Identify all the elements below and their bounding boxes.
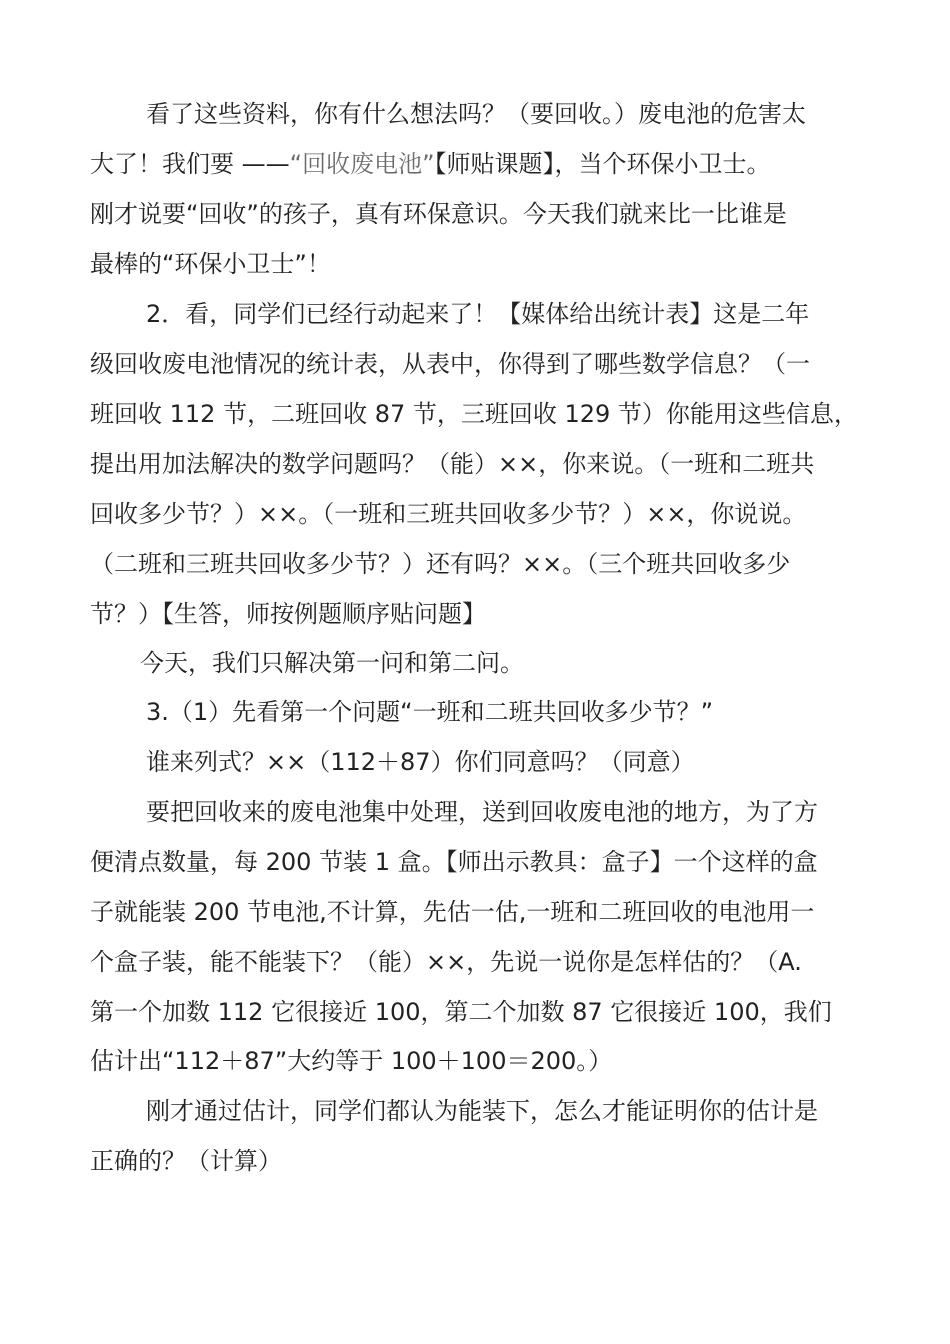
line-text: （二班和三班共回收多少节？）还有吗？××。（三个班共回收多少 (90, 550, 791, 578)
line-text: 刚才说要“回收”的孩子，真有环保意识。今天我们就来比一比谁是 (90, 200, 787, 228)
paragraph-line (140, 645, 524, 681)
paragraph-line (146, 96, 806, 132)
paragraph-line (90, 994, 832, 1030)
paragraph-line (90, 944, 802, 980)
line-text: 谁来列式？××（112＋87）你们同意吗？（同意） (146, 748, 695, 776)
line-text: 级回收废电池情况的统计表，从表中，你得到了哪些数学信息？（一 (90, 350, 810, 378)
paragraph-line (90, 596, 486, 632)
line-text: 估计出“112＋87”大约等于 100＋100＝200。） (90, 1047, 613, 1075)
line-text: 看了这些资料，你有什么想法吗？（要回收。）废电池的危害太 (146, 100, 806, 128)
line-text: 第一个加数 112 它很接近 100，第二个加数 87 它很接近 100，我们 (90, 998, 832, 1026)
paragraph-line (90, 894, 814, 930)
paragraph-line (90, 1143, 282, 1179)
paragraph-line (90, 346, 810, 382)
paragraph-line (90, 1043, 612, 1079)
paragraph-line (90, 446, 814, 482)
line-text: 【师贴课题】，当个环保小卫士。 (434, 150, 771, 178)
paragraph-line (90, 546, 790, 582)
paragraph-line (146, 694, 713, 730)
line-text: 便清点数量，每 200 节装 1 盒。【师出示教具：盒子】一个这样的盒 (90, 848, 818, 876)
line-text: 提出用加法解决的数学问题吗？（能）××，你来说。（一班和二班共 (90, 450, 815, 478)
paragraph-line (90, 146, 771, 182)
line-text: 正确的？（计算） (90, 1147, 282, 1175)
paragraph-line (90, 844, 818, 880)
paragraph-line (90, 396, 858, 432)
line-text: 子就能装 200 节电池,不计算，先估一估,一班和二班回收的电池用一 (90, 898, 815, 926)
paragraph-line (146, 794, 818, 830)
paragraph-line (146, 744, 695, 780)
line-text: 要把回收来的废电池集中处理，送到回收废电池的地方，为了方 (146, 798, 818, 826)
paragraph-line (90, 246, 331, 282)
line-text: 大了！我们要 —— (90, 150, 290, 178)
line-text: 班回收 112 节，二班回收 87 节，三班回收 129 节）你能用这些信息， (90, 400, 858, 428)
paragraph-line (90, 196, 787, 232)
paragraph-line (146, 296, 809, 332)
line-text: 2．看，同学们已经行动起来了！【媒体给出统计表】这是二年 (146, 300, 810, 328)
lesson-title-quote: “回收废电池” (289, 150, 435, 178)
line-text: 回收多少节？）××。（一班和三班共回收多少节？）××，你说说。 (90, 500, 807, 528)
paragraph-line (90, 496, 806, 532)
line-text: 节？）【生答，师按例题顺序贴问题】 (90, 600, 486, 628)
line-text: 刚才通过估计，同学们都认为能装下，怎么才能证明你的估计是 (146, 1097, 818, 1125)
paragraph-line (146, 1093, 818, 1129)
line-text: 今天，我们只解决第一问和第二问。 (140, 649, 524, 677)
line-text: 最棒的“环保小卫士”！ (90, 250, 331, 278)
line-text: 3.（1）先看第一个问题“一班和二班共回收多少节？” (146, 698, 714, 726)
line-text: 个盒子装，能不能装下？（能）××，先说一说你是怎样估的？（A. (90, 948, 802, 976)
